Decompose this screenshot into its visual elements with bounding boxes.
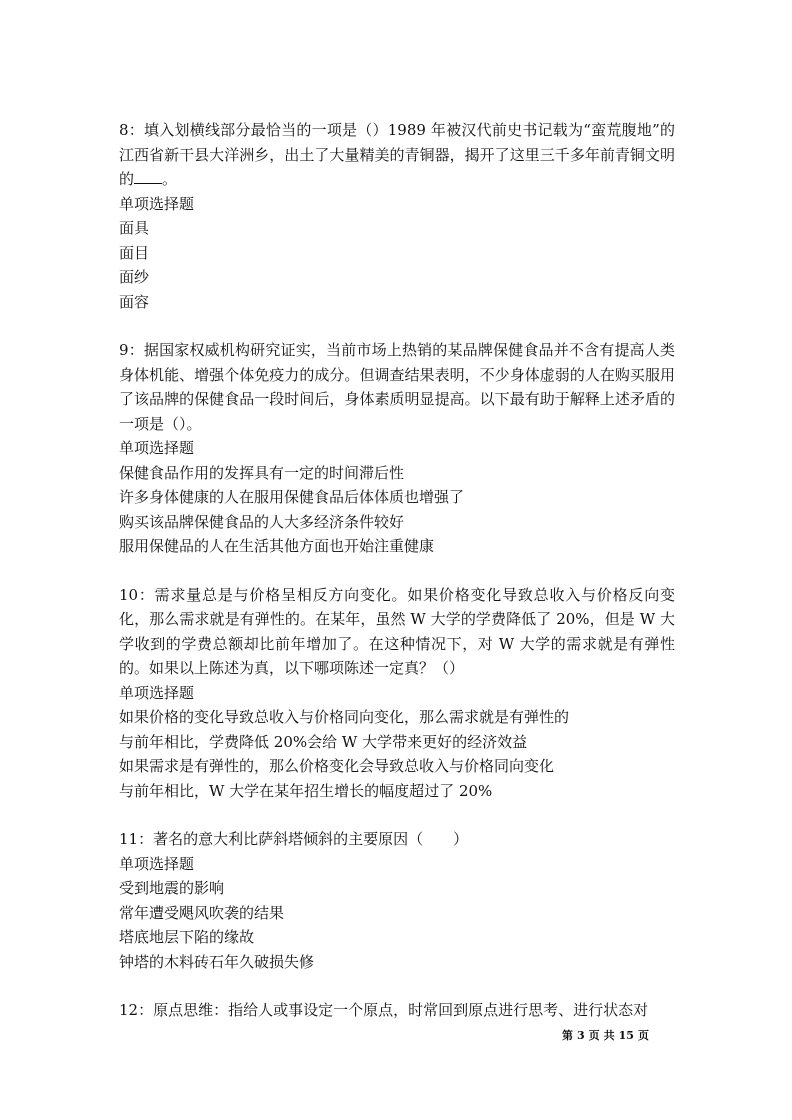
stem-text: 8：填入划横线部分最恰当的一项是（）1989 年被汉代前史书记载为“蛮荒腹地”的江西省新干县大洋洲乡，出土了大量精美的青铜器，揭开了这里三千多年前青铜文明的 [119,121,675,188]
option: 面纱 [119,268,150,286]
option: 面目 [119,243,150,262]
question-stem [119,118,675,192]
option: 如果需求是有弹性的，那么价格变化会导致总收入与价格同向变化 [119,757,555,775]
footer-total-prefix: 共 [603,1029,615,1042]
option: 如果价格的变化导致总收入与价格同向变化，那么需求就是有弹性的 [119,708,570,726]
question-type: 单项选择题 [119,854,195,873]
total-pages: 15 [618,1029,634,1042]
option: 受到地震的影响 [119,879,225,897]
question-8 [119,118,675,314]
question-9 [119,338,675,559]
fill-blank [134,169,162,184]
option: 服用保健品的人在生活其他方面也开始注重健康 [119,537,435,555]
option: 保健食品作用的发挥具有一定的时间滞后性 [119,463,405,482]
question-type: 单项选择题 [119,194,195,213]
option: 面具 [119,219,150,237]
question-stem: 10：需求量总是与价格呈相反方向变化。如果价格变化导致总收入与价格反向变化，那么需求就是有弹性的。在某年，虽然 W 大学的学费降低了 20%，但是 W 大学收到的学费总额却比前年增加了。在这种情况下，对 W 大学的需求就是有弹性的。如果以上陈述为真，以下哪项陈述一定真？（） [119,585,675,677]
stem-text-tail: 。 [162,170,178,188]
question-11 [119,827,675,974]
question-type: 单项选择题 [119,439,195,457]
option: 常年遭受飓风吹袭的结果 [119,903,285,922]
option: 购买该品牌保健食品的人大多经济条件较好 [119,512,405,531]
question-10 [119,583,675,804]
option: 与前年相比，W 大学在某年招生增长的幅度超过了 20% [119,781,493,800]
page-footer [560,1027,651,1043]
question-stem: 11：著名的意大利比萨斜塔倾斜的主要原因（ ） [119,830,469,848]
page-number: 3 [577,1029,585,1042]
footer-page-unit: 页 [588,1029,600,1042]
footer-total-unit: 页 [637,1029,649,1042]
footer-prefix: 第 [562,1029,573,1042]
question-type: 单项选择题 [119,683,195,702]
option: 钟塔的木料砖石年久破损失修 [119,952,315,971]
option: 与前年相比，学费降低 20%会给 W 大学带来更好的经济效益 [119,732,528,751]
question-stem: 9：据国家权威机构研究证实，当前市场上热销的某品牌保健食品并不含有提高人类身体机能、增强个体免疫力的成分。但调查结果表明，不少身体虚弱的人在购买服用了该品牌的保健食品一段时间后，身体素质明显提高。以下最有助于解释上述矛盾的一项是（）。 [119,341,675,433]
question-stem: 12：原点思维：指给人或事设定一个原点，时常回到原点进行思考、进行状态对 [119,1001,649,1019]
option: 许多身体健康的人在服用保健食品后体体质也增强了 [119,488,465,506]
question-12 [119,998,675,1023]
option: 面容 [119,292,150,311]
option: 塔底地层下陷的缘故 [119,928,255,946]
question-list [119,118,675,1047]
